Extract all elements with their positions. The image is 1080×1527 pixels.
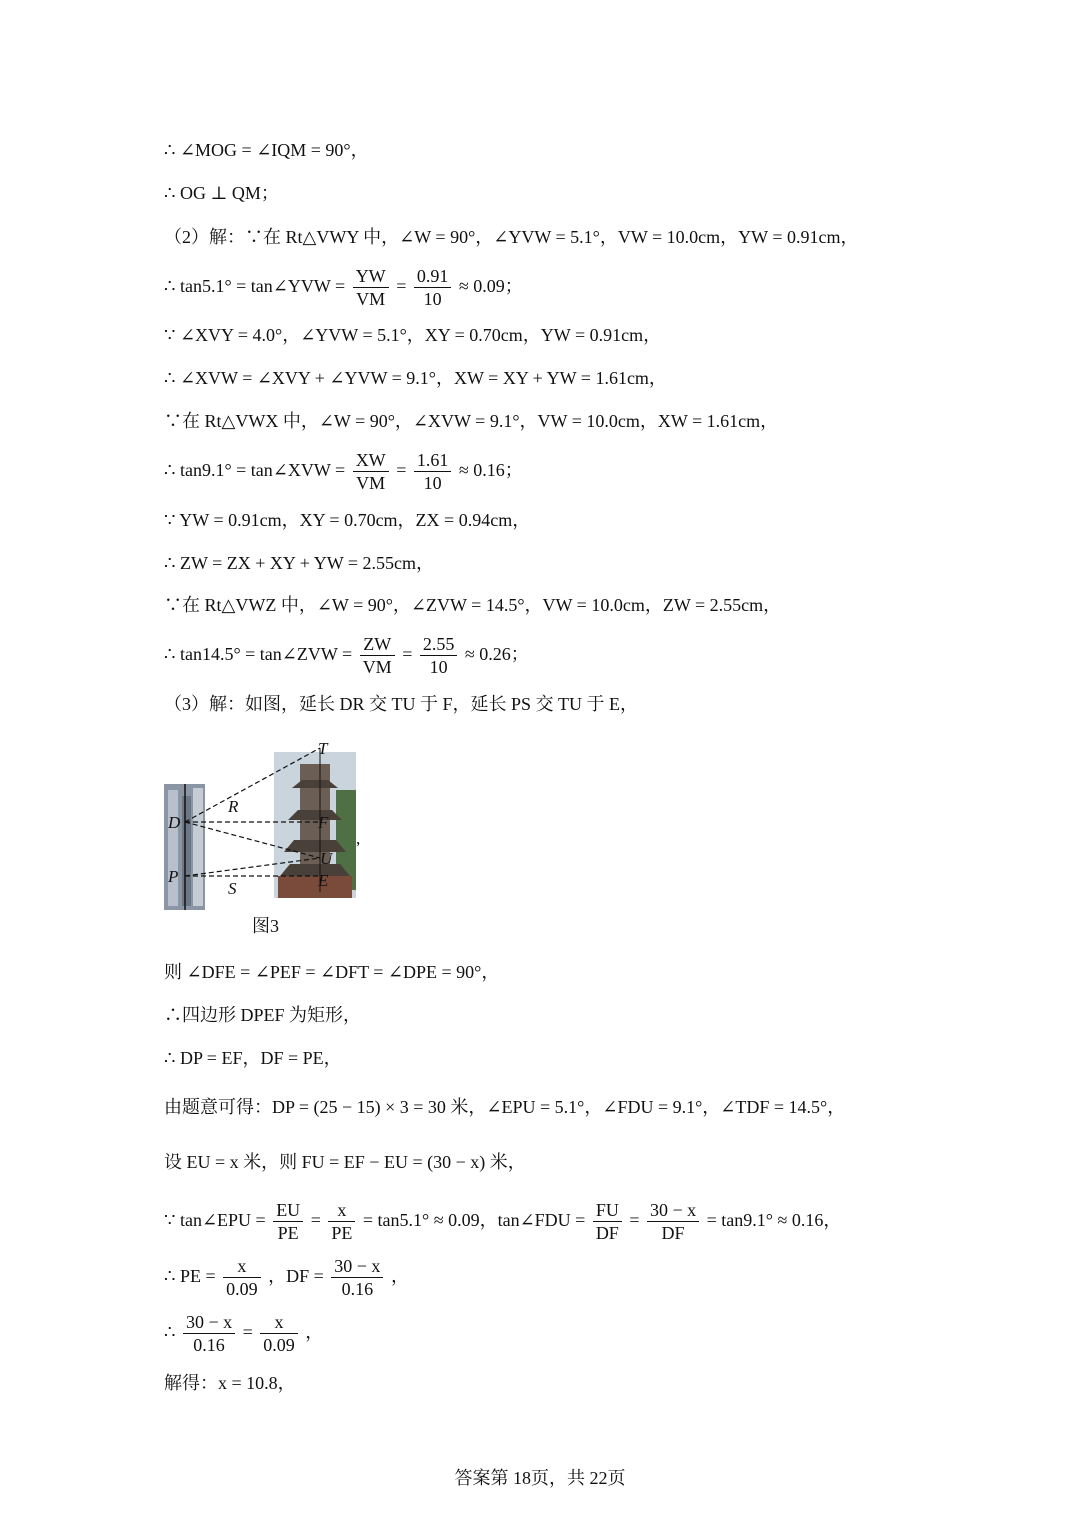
label-T: T bbox=[318, 740, 328, 758]
label-U: U bbox=[320, 849, 333, 868]
fraction: $\frac{EU}{PE}$ bbox=[273, 1199, 303, 1244]
line-9: ∵ YW = 0.91cm，XY = 0.70cm，ZX = 0.94cm， bbox=[164, 510, 531, 530]
label-D: D bbox=[168, 813, 181, 832]
line-14: 则 ∠DFE = ∠PEF = ∠DFT = ∠DPE = 90°， bbox=[164, 962, 500, 982]
fraction: $\frac{0.91}{10}$ bbox=[414, 265, 452, 310]
line-12: ∴ tan14.5° = tan∠ZVW = $\frac{ZW}{VM}$ = $\frac{2.55}{10}$ ≈ 0.26； bbox=[164, 634, 529, 678]
fraction: $\frac{x}{PE}$ bbox=[328, 1199, 355, 1244]
line-10: ∴ ZW = ZX + XY + YW = 2.55cm， bbox=[164, 553, 435, 573]
line-7: ∵在 Rt△VWX 中，∠W = 90°，∠XVW = 9.1°，VW = 10.0cm，XW = 1.61cm， bbox=[164, 411, 779, 431]
figure-caption: 图3 bbox=[252, 916, 279, 936]
line-17: 由题意可得：DP = (25 − 15) × 3 = 30 米，∠EPU = 5.1°，∠FDU = 9.1°，∠TDF = 14.5°， bbox=[164, 1097, 846, 1117]
fraction: $\frac{FU}{DF}$ bbox=[593, 1199, 622, 1244]
expr-text: ∴ tan5.1° = tan∠YVW = bbox=[164, 276, 346, 296]
line-11: ∵在 Rt△VWZ 中，∠W = 90°，∠ZVW = 14.5°，VW = 10.0cm，ZW = 2.55cm， bbox=[164, 595, 782, 615]
figure-trailing-comma: , bbox=[356, 829, 361, 848]
fraction: $\frac{30 - x}{DF}$ bbox=[647, 1199, 699, 1244]
line-6: ∴ ∠XVW = ∠XVY + ∠YVW = 9.1°，XW = XY + YW = 1.61cm， bbox=[164, 368, 667, 388]
label-R: R bbox=[228, 797, 239, 816]
figure-3-diagram bbox=[160, 740, 380, 940]
label-F: F bbox=[318, 813, 329, 832]
label-E: E bbox=[318, 871, 329, 890]
label-P: P bbox=[168, 867, 179, 886]
fraction: $\frac{1.61}{10}$ bbox=[414, 449, 452, 494]
line-13: （3）解：如图，延长 DR 交 TU 于 F，延长 PS 交 TU 于 E， bbox=[164, 694, 639, 714]
fraction: $\frac{2.55}{10}$ bbox=[420, 633, 458, 678]
label-S: S bbox=[228, 879, 237, 898]
fraction: $\frac{ZW}{VM}$ bbox=[360, 633, 395, 678]
line-20: ∴ PE = $\frac{x}{0.09}$ ，DF = $\frac{30 - x}{0.16}$ ， bbox=[164, 1256, 409, 1300]
line-2: ∴ OG ⊥ QM； bbox=[164, 183, 279, 203]
line-8: ∴ tan9.1° = tan∠XVW = $\frac{XW}{VM}$ = $\frac{1.61}{10}$ ≈ 0.16； bbox=[164, 450, 523, 494]
fraction: $\frac{XW}{VM}$ bbox=[353, 449, 389, 494]
line-16: ∴ DP = EF，DF = PE， bbox=[164, 1048, 342, 1068]
fraction: $\frac{YW}{VM}$ bbox=[353, 265, 389, 310]
line-3: （2）解：∵在 Rt△VWY 中，∠W = 90°，∠YVW = 5.1°，VW = 10.0cm，YW = 0.91cm， bbox=[164, 227, 859, 247]
line-4: ∴ tan5.1° = tan∠YVW = $\frac{YW}{VM}$ = $\frac{0.91}{10}$ ≈ 0.09； bbox=[164, 266, 523, 310]
line-21: ∴ $\frac{30 - x}{0.16}$ = $\frac{x}{0.09}$ ， bbox=[164, 1312, 324, 1356]
line-1: ∴ ∠MOG = ∠IQM = 90°， bbox=[164, 140, 369, 160]
line-18: 设 EU = x 米，则 FU = EF − EU = (30 − x) 米， bbox=[164, 1152, 526, 1172]
page-footer: 答案第 18页，共 22页 bbox=[454, 1468, 626, 1488]
line-19: ∵ tan∠EPU = $\frac{EU}{PE}$ = $\frac{x}{PE}$ = tan5.1° ≈ 0.09，tan∠FDU = $\frac{FU}{DF}$ = $\frac{30 - x}{DF}$ = tan9.1° ≈ 0.16， bbox=[164, 1200, 842, 1244]
fraction: $\frac{x}{0.09}$ bbox=[260, 1311, 298, 1356]
fraction: $\frac{30 - x}{0.16}$ bbox=[331, 1255, 383, 1300]
line-22: 解得：x = 10.8， bbox=[164, 1373, 296, 1393]
fraction: $\frac{30 - x}{0.16}$ bbox=[183, 1311, 235, 1356]
line-5: ∵ ∠XVY = 4.0°，∠YVW = 5.1°，XY = 0.70cm，YW = 0.91cm， bbox=[164, 325, 662, 345]
line-15: ∴四边形 DPEF 为矩形， bbox=[164, 1005, 362, 1025]
fraction: $\frac{x}{0.09}$ bbox=[223, 1255, 261, 1300]
